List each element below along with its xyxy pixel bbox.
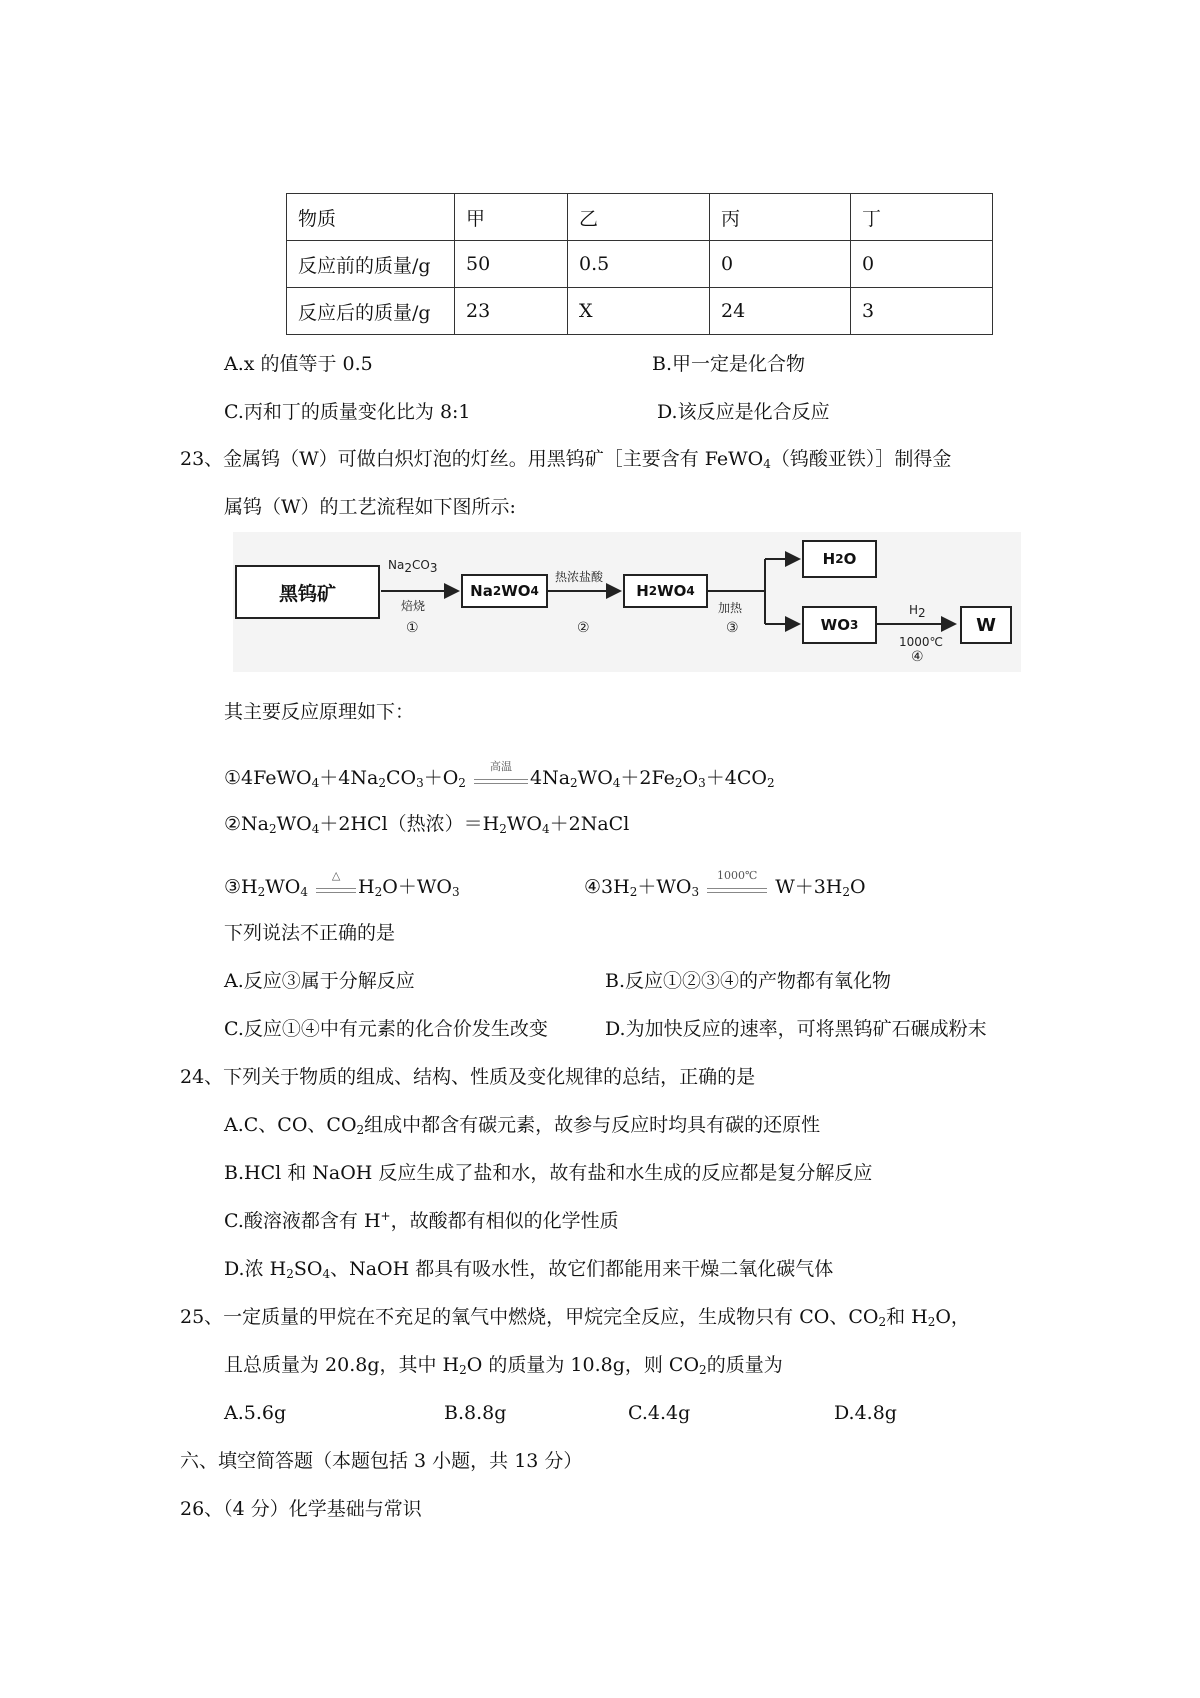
table-cell: X (568, 288, 710, 335)
reaction-condition-1000c: 1000℃ (705, 875, 769, 901)
q23-ask: 下列说法不正确的是 (224, 922, 396, 944)
q23-stem-line2: 属钨（W）的工艺流程如下图所示: (224, 496, 516, 518)
label-hot-hcl: 热浓盐酸 (555, 570, 604, 584)
table-cell: 丁 (851, 194, 993, 241)
section-heading: 六、填空简答题（本题包括 3 小题，共 13 分） (180, 1450, 583, 1472)
reaction-4: $④3H_2+WO_3$ 1000℃ $W+3H_2O$ (584, 869, 866, 899)
q25-stem-line1: 25、一定质量的甲烷在不充足的氧气中燃烧，甲烷完全反应，生成物只有 CO、$CO_2$和 $H_2O$， (180, 1306, 970, 1329)
label-step1: ① (406, 620, 419, 636)
q25-option-b: B.8.8g (444, 1402, 507, 1424)
table-row (287, 241, 993, 288)
table-row (287, 288, 993, 335)
principle-heading: 其主要反应原理如下： (224, 701, 415, 723)
q22-option-a: A.x 的值等于 0.5 (224, 353, 373, 375)
h2wo4-box: H 2 WO 4 (623, 574, 708, 608)
table-cell: 0 (851, 241, 993, 288)
q23-option-c: C.反应①④中有元素的化合价发生改变 (224, 1018, 548, 1040)
q22-option-c: C.丙和丁的质量变化比为 8:1 (224, 401, 471, 423)
q25-option-d: D.4.8g (834, 1402, 897, 1424)
label-step4: ④ (911, 649, 924, 665)
q23-option-b: B.反应①②③④的产物都有氧化物 (605, 970, 892, 992)
reaction-condition-heat: △ (314, 875, 358, 901)
label-temp: 1000℃ (899, 635, 944, 649)
ore-box: 黑钨矿 (235, 565, 380, 619)
q24-option-a: A.C、CO、$CO_2$组成中都含有碳元素，故参与反应时均具有碳的还原性 (224, 1114, 821, 1137)
table-cell: 反应前的质量/g (287, 241, 455, 288)
w-box: W (960, 606, 1012, 644)
table-cell: 24 (710, 288, 851, 335)
label-step3: ③ (726, 620, 739, 636)
table-cell: 物质 (287, 194, 455, 241)
table-cell: 反应后的质量/g (287, 288, 455, 335)
reaction-condition-high-temp: 高温 (472, 766, 530, 792)
mass-table (286, 193, 993, 335)
q25-stem-line2: 且总质量为 20.8g，其中 $H_2O$ 的质量为 10.8g，则 $CO_2$的质量为 (224, 1354, 783, 1377)
reaction-3: $③H_2WO_4$ △ $H_2O+WO_3$ (224, 869, 460, 899)
q24-option-b: B.HCl 和 NaOH 反应生成了盐和水，故有盐和水生成的反应都是复分解反应 (224, 1162, 873, 1184)
table-cell: 23 (455, 288, 568, 335)
table-cell: 丙 (710, 194, 851, 241)
label-step2: ② (577, 620, 590, 636)
q23-option-a: A.反应③属于分解反应 (224, 970, 415, 992)
q23-stem-line1: 23、金属钨（W）可做白炽灯泡的灯丝。用黑钨矿［主要含有 FeWO$_4$（钨酸亚铁）］制得金 (180, 448, 952, 471)
q25-option-c: C.4.4g (628, 1402, 691, 1424)
h2o-box: H 2 O (802, 540, 877, 578)
q23-option-d: D.为加快反应的速率，可将黑钨矿石碾成粉末 (605, 1018, 987, 1040)
label-heat: 加热 (718, 601, 743, 615)
wo3-box: WO 3 (802, 606, 877, 644)
label-roast: 焙烧 (401, 599, 426, 613)
table-cell: 甲 (455, 194, 568, 241)
label-na2co3: $Na_2CO_3$ (388, 558, 438, 575)
table-cell: 50 (455, 241, 568, 288)
q25-option-a: A.5.6g (224, 1402, 287, 1424)
q24-stem: 24、下列关于物质的组成、结构、性质及变化规律的总结，正确的是 (180, 1066, 756, 1088)
reaction-2: $②Na_2WO_4+2HCl$（热浓）$=H_2WO_4+2NaCl$ (224, 813, 630, 836)
q22-option-d: D.该反应是化合反应 (657, 401, 830, 423)
na2wo4-box: Na 2 WO 4 (461, 574, 548, 608)
process-flow-diagram (233, 532, 1021, 672)
q22-option-b: B.甲一定是化合物 (652, 353, 806, 375)
q26-stem: 26、（4 分）化学基础与常识 (180, 1498, 422, 1520)
table-cell: 3 (851, 288, 993, 335)
table-cell: 0 (710, 241, 851, 288)
table-cell: 0.5 (568, 241, 710, 288)
q24-option-d: D.浓 $H_2SO_4$、NaOH 都具有吸水性，故它们都能用来干燥二氧化碳气体 (224, 1258, 834, 1281)
label-h2: $H_2$ (909, 603, 926, 620)
reaction-1: $①4FeWO_4+4Na_2CO_3+O_2$ 高温 $4Na_2WO_4+2Fe_2O_3+4CO_2$ (224, 760, 775, 790)
q24-option-c: C.酸溶液都含有 H+，故酸都有相似的化学性质 (224, 1209, 619, 1232)
table-header-row (287, 194, 993, 241)
table-cell: 乙 (568, 194, 710, 241)
